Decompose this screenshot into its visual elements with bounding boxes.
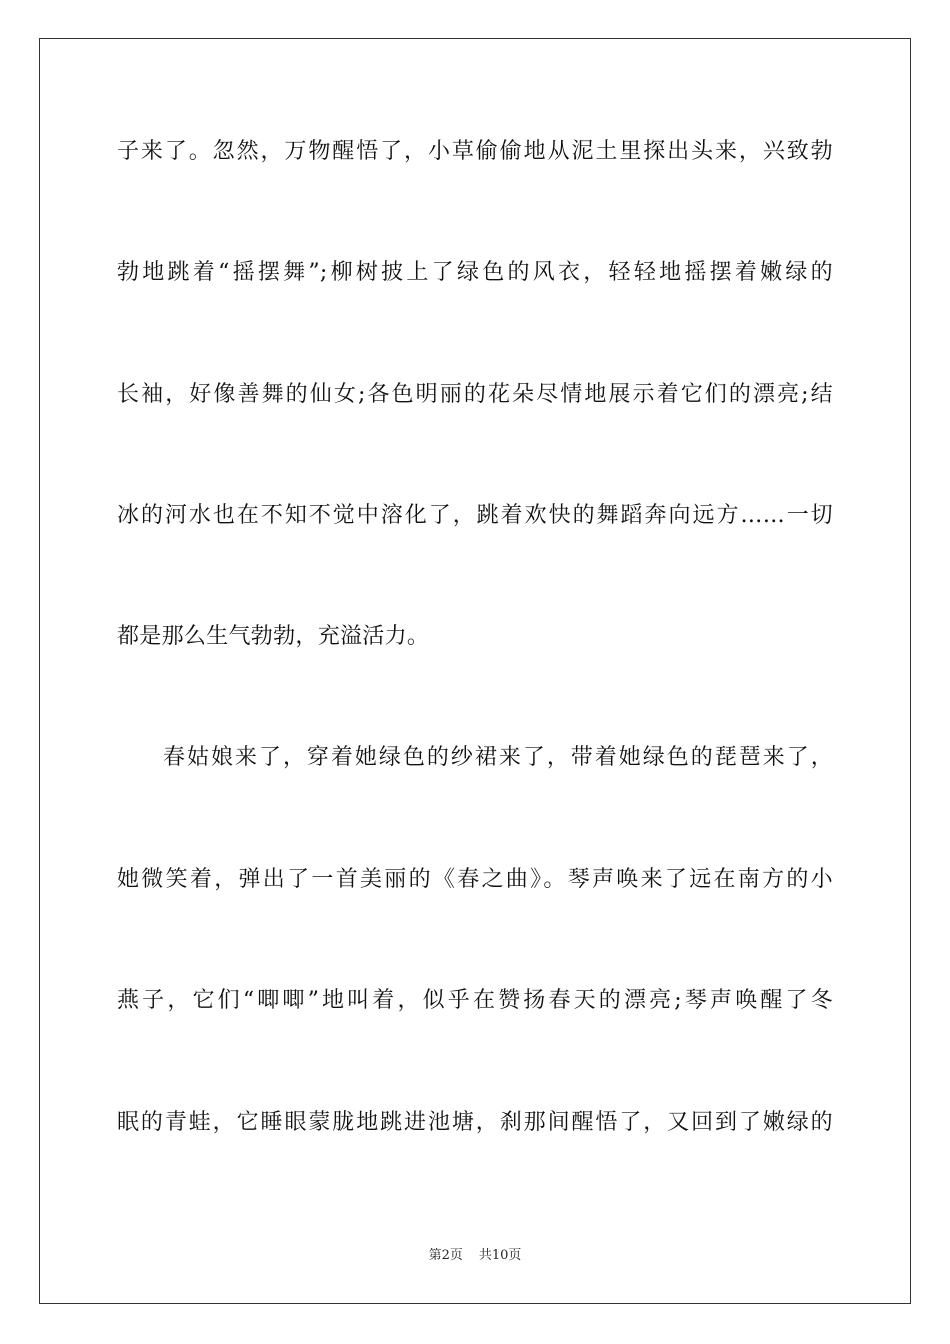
paragraph-line-3: 长袖，好像善舞的仙女;各色明丽的花朵尽情地展示着它们的漂亮;结: [117, 382, 833, 407]
page-number: 第2页: [428, 1248, 463, 1263]
page-footer: [0, 1247, 950, 1265]
paragraph-line-6: 春姑娘来了，穿着她绿色的纱裙来了，带着她绿色的琵琶来了，: [163, 745, 833, 770]
paragraph-line-8: 燕子，它们“唧唧”地叫着，似乎在赞扬春天的漂亮;琴声唤醒了冬: [117, 988, 833, 1013]
page-total: 共10页: [478, 1248, 522, 1263]
paragraph-line-1: 子来了。忽然，万物醒悟了，小草偷偷地从泥土里探出头来，兴致勃: [117, 139, 833, 164]
paragraph-line-2: 勃地跳着“摇摆舞”;柳树披上了绿色的风衣，轻轻地摇摆着嫩绿的: [117, 260, 833, 285]
paragraph-line-5: 都是那么生气勃勃，充溢活力。: [117, 624, 430, 649]
paragraph-line-7: 她微笑着，弹出了一首美丽的《春之曲》。琴声唤来了远在南方的小: [117, 867, 833, 892]
paragraph-line-9: 眠的青蛙，它睡眼蒙胧地跳进池塘，刹那间醒悟了，又回到了嫩绿的: [117, 1110, 833, 1135]
paragraph-line-4: 冰的河水也在不知不觉中溶化了，跳着欢快的舞蹈奔向远方……一切: [117, 503, 833, 528]
